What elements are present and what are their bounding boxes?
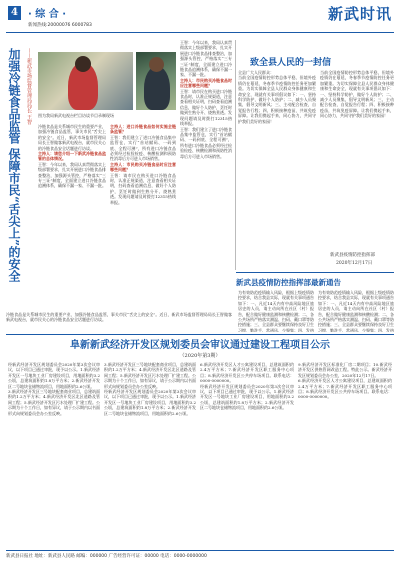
interview-vertical-subtitle: ——新武市场监督管理局局长 王智	[26, 48, 32, 125]
plan-notice-col4: 9.新武经济开发区标准化厂房二期项目；10.新武经济开发区供热管网改造工程。特此公示。新武经济开发区规划委员会办公室，2020年12月17日。 6.新武经济开发区人才公寓建设项目，总建筑面积约2.4万平方米；7.新武经济开发区职工服务中心项目；8.新武经济开发区公共停车场项目。联系电话：0000-0000000。	[298, 362, 392, 400]
notice-rule	[236, 272, 394, 273]
interview-body-col2: 主持人：进口冷链食品如何实施全链条监管？ 王智：我们建立了进口冷链食品集中监管仓，实行“首站赋码、一码到底、全程可溯”，所有进口冷链食品必须经过检验检疫、核酸检测和预防性消毒后方可进入市场销售。 主持人：市民购买冷链食品时应注意哪些问题？ 王智：请市民在购买进口冷链食品时，认准正规渠道，注意查看相关证明，扫码查看追溯信息，做好个人防护，烹饪时做到生熟分开、烧熟煮透。发现问题请及时拨打12315热线举报。	[110, 124, 176, 205]
notice-title: 新武县疫情防控指挥部最新通告	[236, 278, 341, 287]
photo-caption: 图为我局新武电视台栏目访谈节目录制现场	[38, 113, 114, 118]
section-rule	[6, 334, 394, 335]
masthead-logo: 新武时讯	[327, 5, 392, 23]
footer-text: 新武县日报社 地址：新武县人民路 邮编：000000 广告经营许可证：00000 电话：0000-0000000	[6, 554, 207, 559]
page-number: 4	[8, 6, 21, 20]
plan-notice-col2: 3.新武经济开发区三号地块配套商业项目，总建筑面积约1.2万平方米；4.新武经济开发区北区道路及管网工程；5.新武经济开发区污水处理厂扩建工程。公示期为十个工作日，如有异议，请于公示期内以书面形式向规划委员会办公室反映。 经新武经济开发区规划委员会2020年第3次会议审议，以下项目已通过审批，现予以公示。1.新武经济开发区一号地块工业厂房建设项目，用地面积约3.2公顷，总建筑面积约1.8万平方米；2.新武经济开发区二号地块仓储物流项目，用地面积约2.6公顷。	[104, 362, 196, 416]
letter-body-col2: 当前全国疫情防控形势总体平稳，但境外疫情仍在蔓延，冬春季节疫情防控任务更加繁重。为切实保障全县人民群众身体健康和生命安全，现就有关事项倡议如下：一、坚持科学防护，做好个人防护；二、减少人员聚集，倡导文明新风；三、主动配合检查，自觉报告行程；四、积极接种疫苗，共筑免疫屏障。让我们携起手来，同心协力，共同守护我们美好的家园！	[320, 70, 394, 119]
letter-signer: 新武县疫情防控指挥部	[330, 253, 375, 258]
plan-notice-col3: 6.新武经济开发区人才公寓建设项目，总建筑面积约2.4万平方米；7.新武经济开发区职工服务中心项目；8.新武经济开发区公共停车场项目。联系电话：0000-0000000。 经新武经济开发区规划委员会2020年第3次会议审议，以下项目已通过审批，现予以公示。1.新武经济开发区一号地块工业厂房建设项目，用地面积约3.2公顷，总建筑面积约1.8万平方米；2.新武经济开发区二号地块仓储物流项目，用地面积约2.6公顷。	[200, 362, 294, 411]
header-rule	[6, 32, 394, 33]
letter-title: 致全县人民的一封信	[250, 58, 332, 68]
interview-vertical-title: 加强冷链食品监管 保障市民“舌尖上”的安全	[7, 48, 21, 282]
notice-body-col2: 为有效防范疫情输入风险，根据上级疫情防控要求，结合我县实际，现就有关事项通告如下：一、凡近14天内有中高风险地区旅居史的人员，请主动向所在社区（村）报告，配合做好健康监测和核酸检测；二、各公共场所严格落实测温、扫码、戴口罩等防控措施；三、全县群众要继续保持良好卫生习惯，勤洗手、常通风、少聚集；四、发热	[318, 290, 394, 332]
letter-body-col1: 全县广大人民群众： 当前全国疫情防控形势总体平稳，但境外疫情仍在蔓延，冬春季节疫情防控任务更加繁重。为切实保障全县人民群众身体健康和生命安全，现就有关事项倡议如下：一、坚持科学防护，做好个人防护；二、减少人员聚集，倡导文明新风；三、主动配合检查，自觉报告行程；四、积极接种疫苗，共筑免疫屏障。让我们携起手来，同心协力，共同守护我们美好的家园！	[238, 70, 316, 124]
interview-body-bottom: 冷链食品是关系城市民生的重要产业，加强冷链食品监管，事关市民“舌尖上的安全”。近日，新武市场监督管理局局长王智做客新武电视台，就市民关心的冷链食品安全话题进行访谈。	[6, 312, 232, 323]
interview-photo-guest	[136, 52, 176, 110]
letter-date: 2020年12月17日	[336, 261, 373, 266]
section-label: · 综 合 ·	[28, 9, 67, 20]
column-divider	[235, 40, 236, 270]
footer-rule	[6, 550, 394, 551]
interview-photo	[38, 52, 133, 110]
interview-body-col1: 冷链食品是关系城市民生的重要产业，加强冷链食品监管，事关市民“舌尖上的安全”。近日，新武市场监督管理局局长王智做客新武电视台，就市民关心的冷链食品安全话题进行访谈。 主持人：请您介绍一下新武冷链食品监管的总体情况。 王智：今年以来，我局认真贯彻落实上级部署要求，扎实开展进口冷链食品排查整治，加强源头管控，严格落实“三专三证”制度，全面建立进口冷链食品追溯体系，确保不漏一家、不漏一批。	[38, 124, 106, 189]
plan-notice-subtitle: （2020年第3期）	[179, 353, 221, 359]
page-header	[0, 0, 400, 34]
notice-body-col1: 为有效防范疫情输入风险，根据上级疫情防控要求，结合我县实际，现就有关事项通告如下：一、凡近14天内有中高风险地区旅居史的人员，请主动向所在社区（村）报告，配合做好健康监测和核酸检测；二、各公共场所严格落实测温、扫码、戴口罩等防控措施；三、全县群众要继续保持良好卫生习惯，勤洗手、常通风、少聚集；四、发热	[238, 290, 314, 332]
plan-notice-title: 阜新新武经济开发区规划委员会审议通过建设工程项目公示	[70, 340, 330, 351]
plan-notice-col1: 经新武经济开发区规划委员会2020年第3次会议审议，以下项目已通过审批，现予以公示。1.新武经济开发区一号地块工业厂房建设项目，用地面积约3.2公顷，总建筑面积约1.8万平方米；2.新武经济开发区二号地块仓储物流项目，用地面积约2.6公顷。 3.新武经济开发区三号地块配套商业项目，总建筑面积约1.2万平方米；4.新武经济开发区北区道路及管网工程；5.新武经济开发区污水处理厂扩建工程。公示期为十个工作日，如有异议，请于公示期内以书面形式向规划委员会办公室反映。	[8, 362, 100, 416]
interview-body-col3: 王智：今年以来，我局认真贯彻落实上级部署要求，扎实开展进口冷链食品排查整治，加强源头管控，严格落实“三专三证”制度，全面建立进口冷链食品追溯体系，确保不漏一家、不漏一批。 主持人：市民购买冷链食品时应注意哪些问题？ 王智：请市民在购买进口冷链食品时，认准正规渠道，注意查看相关证明，扫码查看追溯信息，做好个人防护，烹饪时做到生熟分开、烧熟煮透。发现问题请及时拨打12315热线举报。 王智：我们建立了进口冷链食品集中监管仓，实行“首站赋码、一码到底、全程可溯”，所有进口冷链食品必须经过检验检疫、核酸检测和预防性消毒后方可进入市场销售。	[180, 40, 232, 159]
header-meta: 新闻热线:20000076 6000783	[28, 23, 92, 28]
